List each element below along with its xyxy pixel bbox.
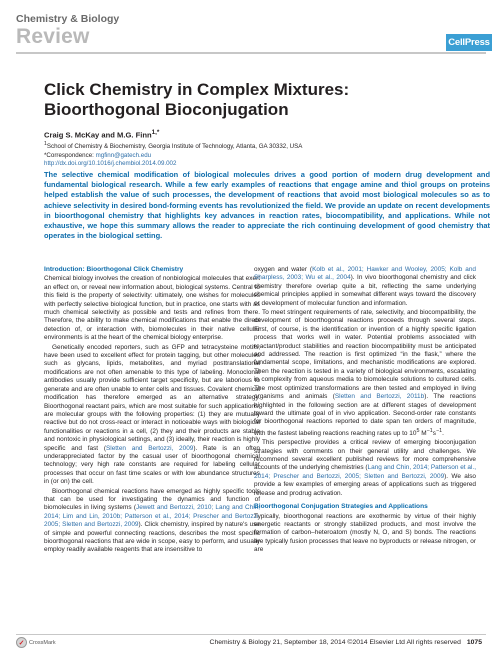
- superscript: 5: [416, 427, 420, 434]
- article-title: [44, 80, 464, 120]
- crossmark-icon: ✓: [16, 637, 27, 648]
- paragraph-text: ). Click chemistry, inspired by nature's use of simple and powerful connecting reactions, describes the most specific bioorthogonal reactions that are wide in scope, easy to perform, and usually employ readily available reagents that are insensitive to: [44, 521, 260, 554]
- paragraph: [44, 344, 260, 487]
- paragraph: [254, 266, 476, 308]
- footer-citation: [210, 639, 482, 646]
- paragraph-text: ). We also provide a few examples of emerging areas of applications such as triggered release and prodrug activation.: [254, 472, 476, 497]
- superscript: −1: [435, 427, 443, 434]
- paragraph-text: M: [419, 429, 427, 437]
- citation-link[interactable]: Sletten and Bertozzi, 2011b: [334, 393, 425, 401]
- abstract: The selective chemical modification of biological molecules drives a good portion of modern drug development and fundamental biological research. While a few early examples of reactions that engage amine and thiol groups on proteins helped establish the value of such processes, the development of reactions that avoid most biological molecules so as to achieve selectivity in desired bond-forming events has revolutionized the field. We provide an update on recent developments in bioorthogonal chemistry that highlights key advances in reaction rates, biocompatibility, and applications. While not exhaustive, we hope this summary allows the reader to appreciate the rich continuing development of good chemistry that operates in the biological setting.: [44, 170, 490, 241]
- citation-link[interactable]: Lang and Chin, 2014; Patterson et al., 2014; Prescher and Bertozzi, 2005; Sletten and Bertozzi, 2009: [254, 464, 476, 480]
- section-heading-strategies: Bioorthogonal Conjugation Strategies and Applications: [254, 503, 428, 511]
- author-names: Craig S. McKay and M.G. Finn: [44, 130, 152, 140]
- email-link[interactable]: mgfinn@gatech.edu: [95, 151, 152, 159]
- paragraph-text: Genetically encoded reporters, such as GFP and tetracysteine motifs, have been used to excellent effect for protein tagging, but other molecules such as glycans, lipids, metabolites, and myriad posttranslational modifications are not often amenable to this type of labeling. Monoclonal antibodies usually provide sufficient target specificity, but are laborious to generate and are often unable to enter cells and tissues. Covalent chemical modification has therefore emerged as an alternative strategy. Bioorthogonal reactant pairs, which are most suitable for such applications, are molecular groups with the following properties: (1) they are mutually reactive but do not cross-react or interact in noticeable ways with biological functionalities or reactions in a cell, (2) they and their products are stable and nontoxic in physiological settings, and (3) ideally, their reaction is highly specific and fast (: [44, 343, 260, 452]
- crossmark-label: CrossMark: [29, 639, 56, 646]
- crossmark-badge[interactable]: [16, 637, 56, 648]
- footer-citation-text: Chemistry & Biology 21, September 18, 2014 ©2014 Elsevier Ltd All rights reserved: [209, 639, 461, 646]
- correspondence-label: *Correspondence:: [44, 151, 94, 159]
- superscript: −1: [426, 427, 433, 434]
- paragraph-text: .: [442, 429, 444, 437]
- paragraph-text: This perspective provides a critical review of emerging bioconjugation strategies with comments on their general utility and challenges. We recommend several excellent published reviews for more comprehensive accounts of the underlying chemistries (: [254, 439, 476, 472]
- paragraph: [254, 309, 476, 438]
- paragraph-text: oxygen and water (: [254, 266, 313, 273]
- header-rule: [16, 52, 486, 54]
- paragraph-text: ). The reactions highlighted in the following section are at different stages of development toward the ultimate goal of in vivo application. Second-order rate constants for bioorthogonal reactions reported to date span ten orders of magnitude, with the fastest labeling reactions reaching rates up to 10: [254, 393, 476, 437]
- paragraph-text: ). Rate is an often underappreciated factor by the casual user of bioorthogonal chemical technology; very high rate constants are required for labeling cellular processes that occur on fast time scales or with low abundance structures in (or on) the cell.: [44, 444, 261, 486]
- paragraph: [44, 488, 260, 555]
- cellpress-logo: CellPress: [446, 34, 492, 51]
- paragraph-text: Bioorthogonal chemical reactions have emerged as highly specific tools that can be used for investigating the dynamics and function of biomolecules in living systems (: [44, 487, 260, 512]
- paragraph: Typically, bioorthogonal reactions are exothermic by virtue of their highly energetic reactants or strongly stabilized products, and most involve the formation of carbon–heteroatom (mostly N, O, and S) bonds. The reactions are typically fusion processes that leave no byproducts or release nitrogen, or are: [254, 512, 476, 554]
- journal-name: Chemistry & Biology: [16, 13, 120, 25]
- title-line-2: Bioorthogonal Bioconjugation: [44, 100, 289, 119]
- author-marks: 1,*: [151, 129, 160, 136]
- paragraph-text: To meet stringent requirements of rate, selectivity, and biocompatibility, the development of bioorthogonal reactions proceeds through several steps. First, of course, is the identification or invention of a highly specific ligation process that works well in water. Potential problems associated with reactant/product stabilities and reaction biocompatibility must be anticipated and addressed. The reaction is first optimized “in the flask,” where the fundamental scope, limitations, and mechanistic modifications are explored. Then the reaction is tested in a variety of biological environments, escalating in complexity from aqueous media to biomolecule solutions to cultured cells. The most optimized transformations are then tested and employed in living organisms and animals (: [254, 309, 476, 401]
- section-type: Review: [16, 25, 90, 48]
- doi-link[interactable]: http://dx.doi.org/10.1016/j.chembiol.2014.09.002: [44, 160, 177, 168]
- footer-rule: [16, 634, 486, 635]
- left-column: [44, 266, 260, 556]
- citation-link[interactable]: Sletten and Bertozzi, 2009: [105, 444, 194, 452]
- title-line-1: Click Chemistry in Complex Mixtures:: [44, 80, 350, 99]
- paragraph: [254, 439, 476, 498]
- paragraph-text: ). In vivo bioorthogonal chemistry and click chemistry therefore overlap quite a bit, reflecting the same underlying chemical principles applied in somewhat different ways toward the discovery or development of molecular function and information.: [254, 274, 476, 307]
- paragraph: Chemical biology involves the creation of nonbiological molecules that exert an effect on, or reveal new information about, biological systems. Central to this field is the property of selectivity: ultimately, one wishes for molecules with perfectly selective biological function, but in practice, one starts with as much chemical selectivity as possible and tests and refines from there. Therefore, the ability to make chemical modifications that enable the direct detection of, or interaction with, biomolecules in their native cellular environments is at the heart of the chemical biology enterprise.: [44, 275, 260, 342]
- authors: [44, 129, 159, 140]
- affiliation-mark: 1: [44, 141, 47, 147]
- citation-link[interactable]: Kolb et al., 2001; Hawker and Wooley, 2005; Kolb and Sharpless, 2003; Wu et al., 2004: [254, 266, 476, 282]
- section-heading-introduction: Introduction: Bioorthogonal Click Chemistry: [44, 266, 184, 273]
- citation-link[interactable]: Jewett and Bertozzi, 2010; Lang and Chin, 2014; Lim and Lin, 2010b; Patterson et al., 2014; Prescher and Bertozzi, 2005; Sletten and Bertozzi, 2009: [44, 504, 260, 529]
- paragraph-text: s: [432, 429, 436, 437]
- right-column: [254, 266, 476, 556]
- affiliation: School of Chemistry & Biochemistry, Georgia Institute of Technology, Atlanta, GA 30332, USA: [46, 143, 303, 151]
- affiliations: [44, 140, 464, 169]
- page-number: 1075: [466, 639, 482, 646]
